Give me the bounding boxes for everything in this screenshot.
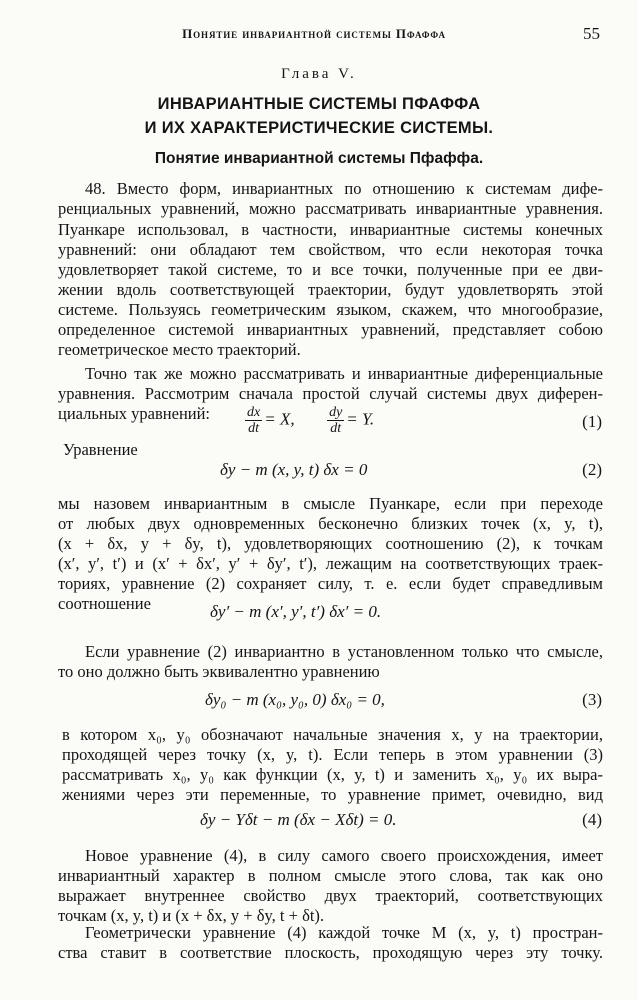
equation-number-3: (3) — [582, 690, 602, 709]
running-title: Понятие инвариантной системы Пфаффа — [182, 26, 446, 41]
paragraph-line: циальных уравнений: — [58, 404, 211, 423]
paragraph-line: ства ставит в соответствие плоскость, проходящую через эту точку. — [58, 943, 603, 962]
paragraph-line: выражает внутреннее свойство двух траекторий, соответствующих — [58, 886, 603, 905]
paragraph-line: то оно должно быть эквивалентно уравнению — [58, 662, 380, 681]
paragraph-line: жении вдоль соответствующей траектории, будут удовлетворять этой — [58, 280, 603, 299]
paragraph-line: уравнений: они обладают тем свойством, что если некоторая точка — [58, 240, 603, 259]
paragraph-line: мы назовем инвариантным в смысле Пуанкаре, если при переходе — [58, 494, 603, 513]
label-equation: Уравнение — [63, 440, 138, 459]
paragraph-line: Пуанкаре использовал, в частности, инвариантные системы конечных — [58, 220, 603, 239]
paragraph-line: проходящей через точку (x, y, t). Если теперь в этом уравнении (3) — [62, 745, 603, 764]
paragraph-line: Новое уравнение (4), в силу самого своего происхождения, имеет — [85, 846, 603, 865]
paragraph-line: рассматривать x₀, y₀ как функции (x, y, t) и заменить x₀, y₀ их выра- — [62, 765, 603, 784]
equation-number-1: (1) — [582, 412, 602, 431]
page-number: 55 — [583, 24, 600, 43]
paragraph-line: 48. Вместо форм, инвариантных по отношению к системам дифе- — [85, 179, 603, 198]
fraction-dx-dt: $\frac{dx}{dt}$ — [247, 405, 261, 436]
paragraph-line: точкам (x, y, t) и (x + δx, y + δy, t + δt). — [58, 906, 325, 925]
paragraph-line: инвариантный характер в полном смысле этого слова, так как оно — [58, 866, 603, 885]
chapter-title-line-1: ИНВАРИАНТНЫЕ СИСТЕМЫ ПФАФФА — [157, 95, 481, 113]
equation-number-4: (4) — [582, 810, 602, 829]
paragraph-line: в котором x₀, y₀ обозначают начальные значения x, y на траектории, — [62, 725, 603, 744]
paragraph-line: определенное системой инвариантных уравнений, представляет собою — [58, 320, 603, 339]
paragraph-line: геометрическое место траекторий. — [58, 340, 301, 359]
equation-4: δy − Yδt − m (δx − Xδt) = 0. — [200, 810, 397, 829]
equation-transformed: δy′ − m (x′, y′, t′) δx′ = 0. — [210, 602, 382, 621]
chapter-label: Глава V. — [281, 66, 357, 82]
paragraph-line: соотношение — [58, 594, 151, 613]
paragraph-line: Если уравнение (2) инвариантно в установленном только что смысле, — [85, 642, 603, 661]
equation-number-2: (2) — [582, 460, 602, 479]
paragraph-line: ториях, уравнение (2) сохраняет силу, т. е. если будет справедливым — [58, 574, 603, 593]
paragraph-line: Точно так же можно рассматривать и инвариантные диференциальные — [85, 364, 603, 383]
paragraph-line: жениями через эти переменные, то уравнение примет, очевидно, вид — [62, 785, 603, 804]
paragraph-line: системе. Пользуясь геометрическим языком, скажем, что многообразие, — [58, 300, 603, 319]
equation-2: δy − m (x, y, t) δx = 0 — [220, 460, 368, 479]
paragraph-line: удовлетворяет такой системе, то и все точки, полученные при ее дви- — [58, 260, 603, 279]
equation-1: $\frac{dx}{dt}$ = X, $\frac{dy}{dt}$ = Y. — [247, 405, 375, 436]
paragraph-line: от любых двух одновременных бесконечно близких точек (x, y, t), — [58, 514, 603, 533]
chapter-title-line-2: И ИХ ХАРАКТЕРИСТИЧЕСКИЕ СИСТЕМЫ. — [144, 119, 494, 137]
fraction-dy-dt: $\frac{dy}{dt}$ — [329, 405, 343, 436]
paragraph-line: (x + δx, y + δy, t), удовлетворяющих соотношению (2), к точкам — [58, 534, 603, 553]
section-title: Понятие инвариантной системы Пфаффа. — [154, 150, 484, 167]
paragraph-line: (x′, y′, t′) и (x′ + δx′, y′ + δy′, t′), лежащим на соответствующих траек- — [58, 554, 603, 573]
paragraph-line: Геометрически уравнение (4) каждой точке M (x, y, t) простран- — [85, 923, 603, 942]
paragraph-line: ренциальных уравнений, можно рассматривать инвариантные уравнения. — [58, 199, 603, 218]
equation-3: δy₀ − m (x₀, y₀, 0) δx₀ = 0, — [205, 690, 385, 709]
paragraph-line: уравнения. Рассмотрим сначала простой случай системы двух диферен- — [58, 384, 603, 403]
